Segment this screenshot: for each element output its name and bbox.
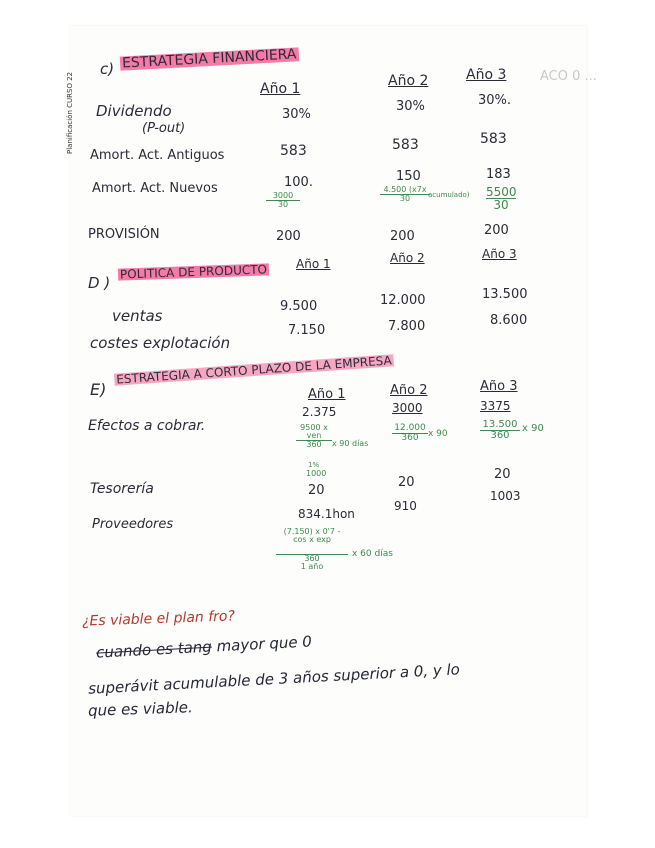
prod-year-2: Año 2 xyxy=(390,251,425,265)
proveedores-den: 360 xyxy=(304,554,320,563)
costes-y2: 7.800 xyxy=(388,319,426,334)
dividendo-label: Dividendo xyxy=(96,102,172,120)
fin-year-2: Año 2 xyxy=(388,73,429,89)
efectos-y1-mult: x 90 días xyxy=(332,439,369,448)
margin-note: Planificación CURSO 22 xyxy=(66,71,74,154)
tesoreria-label: Tesorería xyxy=(90,481,154,497)
amort-nuevos-y1-den: 30 xyxy=(277,200,289,209)
amort-antiguos-y2: 583 xyxy=(392,137,419,153)
efectos-y1-num-b: ven xyxy=(306,431,322,440)
provision-y2: 200 xyxy=(390,229,415,244)
amort-antiguos-label: Amort. Act. Antiguos xyxy=(90,148,225,163)
dividendo-y1: 30% xyxy=(282,107,311,122)
efectos-y2-den: 360 xyxy=(401,433,419,443)
amort-nuevos-y3: 183 xyxy=(486,167,511,182)
proveedores-den-b: 1 año xyxy=(300,562,324,571)
amort-nuevos-y3-fraction xyxy=(486,186,516,211)
amort-nuevos-y1-num: 3000 xyxy=(272,191,294,200)
ventas-y2: 12.000 xyxy=(380,293,426,308)
amort-nuevos-y3-den: 30 xyxy=(493,198,509,212)
viability-answer-line-1 xyxy=(96,634,312,660)
notebook-page xyxy=(66,26,597,816)
viability-answer-line-2: superávit acumulable de 3 años superior a 0, y lo xyxy=(87,660,461,698)
amort-antiguos-y3: 583 xyxy=(480,131,507,147)
amort-nuevos-y2-fraction xyxy=(380,186,430,203)
ventas-y1: 9.500 xyxy=(280,299,318,314)
efectos-y3-fraction xyxy=(480,420,520,441)
proveedores-label: Proveedores xyxy=(92,517,174,532)
answer-line-1-text: mayor que 0 xyxy=(216,632,313,656)
efectos-y1: 2.375 xyxy=(302,405,337,419)
proveedores-y2: 910 xyxy=(394,499,417,513)
costes-label: costes explotación xyxy=(90,334,231,352)
cp-year-1: Año 1 xyxy=(308,387,346,402)
cp-year-3: Año 3 xyxy=(480,379,518,394)
costes-y3: 8.600 xyxy=(490,313,528,328)
tesoreria-y3: 20 xyxy=(494,467,511,482)
dividendo-y2: 30% xyxy=(396,99,425,114)
amort-nuevos-y2: 150 xyxy=(396,169,421,184)
viability-question: ¿Es viable el plan fro? xyxy=(81,608,236,630)
proveedores-num: (7.150) x 0'7 - xyxy=(283,527,341,536)
section-e-letter: E) xyxy=(90,380,107,399)
section-c-heading: ESTRATEGIA FINANCIERA xyxy=(121,46,297,72)
efectos-y2-mult: x 90 xyxy=(428,429,448,439)
tesoreria-y2: 20 xyxy=(398,475,415,490)
efectos-label: Efectos a cobrar. xyxy=(88,418,206,434)
fin-year-1: Año 1 xyxy=(260,81,301,97)
proveedores-mult: x 60 días xyxy=(352,549,393,559)
fin-year-3: Año 3 xyxy=(466,67,507,83)
efectos-y2: 3000 xyxy=(392,401,423,415)
tesoreria-note-a: 1% xyxy=(308,461,320,469)
dividendo-sub: (P-out) xyxy=(142,121,186,136)
amort-nuevos-y2-num: 4.500 (x7x xyxy=(383,185,427,194)
proveedores-y1: 834.1hon xyxy=(298,507,355,521)
costes-y1: 7.150 xyxy=(288,323,326,338)
viability-answer-line-3: que es viable. xyxy=(87,698,194,720)
ventas-label: ventas xyxy=(112,307,163,325)
amort-antiguos-y1: 583 xyxy=(280,143,307,159)
efectos-y1-den: 360 xyxy=(306,440,322,449)
bleed-through-text: ACO 0 ... xyxy=(540,69,597,84)
efectos-y1-num-a: 9500 x xyxy=(300,423,328,432)
prod-year-3: Año 3 xyxy=(482,247,517,261)
efectos-y3-mult: x 90 xyxy=(522,423,544,434)
struck-text: cuando es tang xyxy=(95,637,213,662)
proveedores-fraction xyxy=(276,528,348,571)
amort-nuevos-y1: 100. xyxy=(284,175,313,190)
prod-year-1: Año 1 xyxy=(296,257,331,271)
efectos-y1-fraction xyxy=(296,424,332,449)
dividendo-y3: 30%. xyxy=(478,93,512,108)
section-e-heading: ESTRATEGIA A CORTO PLAZO DE LA EMPRESA xyxy=(115,353,393,387)
ventas-y3: 13.500 xyxy=(482,287,528,302)
section-d-letter: D ) xyxy=(88,274,111,292)
amort-nuevos-y2-den: 30 xyxy=(399,194,411,203)
efectos-y3: 3375 xyxy=(480,399,511,413)
section-c-letter: c) xyxy=(100,60,115,78)
efectos-y2-num: 12.000 xyxy=(394,423,426,433)
amort-nuevos-y2-extra: acumulado) xyxy=(428,191,470,199)
efectos-y3-num: 13.500 xyxy=(482,419,518,430)
provision-label: PROVISIÓN xyxy=(88,227,160,242)
section-d-heading: POLITICA DE PRODUCTO xyxy=(119,262,268,282)
cp-year-2: Año 2 xyxy=(390,383,428,398)
provision-y3: 200 xyxy=(484,223,509,238)
amort-nuevos-label: Amort. Act. Nuevos xyxy=(92,181,218,196)
efectos-y2-fraction xyxy=(392,424,428,443)
amort-nuevos-y3-num: 5500 xyxy=(486,185,517,199)
efectos-y3-den: 360 xyxy=(490,430,510,441)
proveedores-num-b: cos x exp xyxy=(293,535,331,544)
tesoreria-y1: 20 xyxy=(308,483,325,498)
tesoreria-note-b: 1000 xyxy=(306,469,327,478)
proveedores-y3: 1003 xyxy=(490,489,521,503)
provision-y1: 200 xyxy=(276,229,301,244)
amort-nuevos-y1-fraction xyxy=(266,192,300,209)
